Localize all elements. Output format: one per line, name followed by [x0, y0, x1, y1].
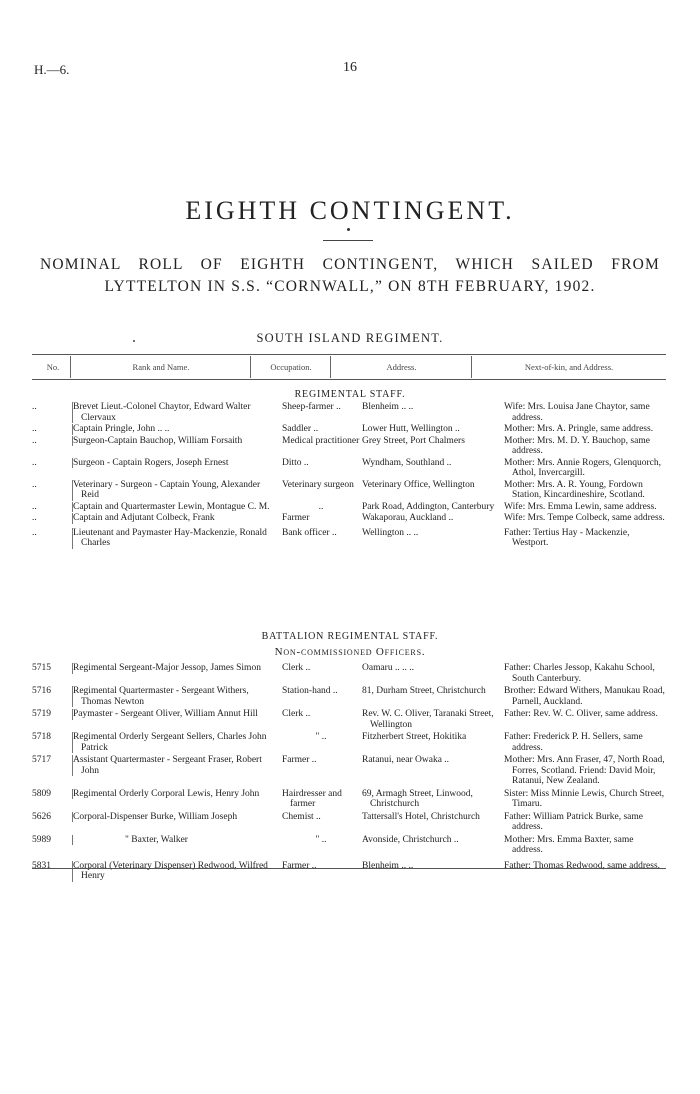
cell-no: 5719 [32, 709, 51, 719]
ornament-dot [347, 228, 350, 231]
cell-no: .. [32, 527, 37, 538]
cell-name: Assistant Quartermaster - Sergeant Fraser, Robert John [72, 755, 282, 776]
cell-kin: Father: Thomas Redwood, same address. [504, 860, 661, 871]
cell-no: .. [32, 402, 37, 412]
cell-name: Brevet Lieut.-Colonel Chaytor, Edward Walter Clervaux [72, 402, 282, 423]
cell-no: .. [32, 424, 37, 434]
table-row [32, 686, 668, 707]
table-row [32, 480, 668, 501]
column-header-name: Rank and Name. [132, 362, 190, 372]
cell-address: Veterinary Office, Wellington [362, 479, 475, 490]
cell-name: Captain Pringle, John .. .. [72, 424, 282, 435]
cell-no: 5716 [32, 686, 51, 696]
cell-occupation: Hairdresser and farmer [282, 788, 342, 809]
regiment-heading: SOUTH ISLAND REGIMENT. [256, 331, 444, 345]
cell-name: Surgeon - Captain Rogers, Joseph Ernest [72, 458, 282, 469]
cell-address: Ratanui, near Owaka .. [362, 755, 450, 765]
cell-occupation: " .. [315, 834, 327, 845]
cell-occupation: Saddler .. [282, 424, 319, 434]
cell-kin: Wife: Mrs. Tempe Colbeck, same address. [504, 513, 665, 523]
cell-occupation: Farmer [282, 513, 310, 523]
cell-address: Blenheim .. .. [362, 402, 414, 412]
table-top-rule [32, 354, 666, 355]
cell-address: Grey Street, Port Chalmers [362, 435, 465, 446]
cell-occupation: Chemist .. [282, 811, 321, 822]
cell-no: .. [32, 501, 37, 512]
table-row [32, 402, 668, 423]
cell-kin: Mother: Mrs. A. Pringle, same address. [504, 424, 654, 434]
table-row [32, 835, 668, 856]
cell-occupation: Clerk .. [282, 663, 311, 673]
table-row [32, 502, 668, 513]
table-header-rule [32, 379, 666, 380]
cell-address: Fitzherbert Street, Hokitika [362, 732, 467, 742]
cell-kin: Wife: Mrs. Louisa Jane Chaytor, same address. [504, 402, 650, 423]
cell-name: Regimental Quartermaster - Sergeant Withers, Thomas Newton [72, 686, 282, 707]
cell-address: 81, Durham Street, Christchurch [362, 686, 486, 696]
cell-occupation: Veterinary surgeon [282, 479, 354, 490]
column-divider [330, 356, 331, 378]
table-row [32, 789, 668, 810]
cell-kin: Sister: Miss Minnie Lewis, Church Street, Timaru. [504, 788, 665, 809]
cell-name: Regimental Orderly Corporal Lewis, Henry John [72, 789, 282, 800]
table-row [32, 755, 668, 787]
table-row [32, 436, 668, 457]
cell-address: Oamaru .. .. .. [362, 663, 414, 673]
cell-name: Regimental Sergeant-Major Jessop, James Simon [72, 663, 282, 674]
cell-name: Veterinary - Surgeon - Captain Young, Alexander Reid [72, 480, 282, 501]
column-header-address: Address. [386, 362, 417, 372]
table-row [32, 458, 668, 479]
cell-kin: Father: Rev. W. C. Oliver, same address. [504, 709, 658, 719]
cell-kin: Father: Tertius Hay - Mackenzie, Westport. [504, 527, 630, 548]
cell-kin: Mother: Mrs. Emma Baxter, same address. [504, 834, 634, 855]
section-title-regimental-staff: REGIMENTAL STAFF. [294, 389, 406, 400]
column-divider [471, 356, 472, 378]
cell-no: 5718 [32, 732, 51, 742]
cell-occupation: " .. [315, 732, 327, 742]
table-row [32, 861, 668, 882]
cell-no: 5831 [32, 860, 51, 871]
cell-kin: Wife: Mrs. Emma Lewin, same address. [504, 501, 657, 512]
column-divider [70, 356, 71, 378]
cell-address: Park Road, Addington, Canterbury [362, 501, 495, 512]
cell-name: Regimental Orderly Sergeant Sellers, Charles John Patrick [72, 732, 282, 753]
table-row [32, 732, 668, 753]
title-divider [323, 240, 373, 241]
cell-address: Rev. W. C. Oliver, Taranaki Street, Wellington [362, 709, 494, 730]
cell-kin: Mother: Mrs. Ann Fraser, 47, North Road, Forres, Scotland. Friend: David Moir, Ratanui, New Zealand. [504, 755, 665, 786]
subtitle-line-2: LYTTELTON IN S.S. “CORNWALL,” ON 8TH FEBRUARY, 1902. [104, 278, 596, 295]
page-title: EIGHTH CONTINGENT. [185, 196, 515, 225]
cell-no: .. [32, 457, 37, 468]
cell-no: 5717 [32, 755, 51, 765]
cell-name: " Baxter, Walker [72, 835, 282, 846]
cell-address: Lower Hutt, Wellington .. [362, 424, 460, 434]
table-bottom-rule [32, 868, 666, 869]
column-divider [250, 356, 251, 378]
cell-occupation: .. [318, 501, 324, 512]
cell-no: 5715 [32, 663, 51, 673]
cell-address: 69, Armagh Street, Linwood, Christchurch [362, 788, 473, 809]
cell-occupation: Bank officer .. [282, 527, 337, 538]
cell-name: Corporal (Veterinary Dispenser) Redwood, Wilfred Henry [72, 861, 282, 882]
cell-kin: Father: Charles Jessop, Kakahu School, South Canterbury. [504, 663, 655, 684]
column-header-no: No. [46, 362, 60, 372]
cell-address: Avonside, Christchurch .. [362, 834, 459, 845]
cell-name: Lieutenant and Paymaster Hay-Mackenzie, Ronald Charles [72, 528, 282, 549]
cell-no: .. [32, 513, 37, 523]
cell-address: Tattersall's Hotel, Christchurch [362, 811, 480, 822]
column-header-occupation: Occupation. [270, 362, 312, 372]
section-title-battalion-staff: BATTALION REGIMENTAL STAFF. [261, 631, 439, 642]
cell-kin: Brother: Edward Withers, Manukau Road, Parnell, Auckland. [504, 686, 665, 707]
cell-name: Corporal-Dispenser Burke, William Joseph [72, 812, 282, 823]
table-row [32, 424, 668, 435]
cell-occupation: Clerk .. [282, 709, 311, 719]
cell-kin: Mother: Mrs. M. D. Y. Bauchop, same address. [504, 435, 650, 456]
regimental-staff-table [32, 402, 668, 550]
cell-name: Captain and Quartermaster Lewin, Montague C. M. [72, 502, 282, 513]
cell-address: Wellington .. .. [362, 527, 419, 538]
cell-kin: Mother: Mrs. Annie Rogers, Glenquorch, Athol, Invercargill. [504, 457, 661, 478]
cell-no: 5989 [32, 834, 51, 845]
table-row [32, 663, 668, 684]
cell-no: .. [32, 479, 37, 490]
document-reference: H.—6. [34, 62, 70, 77]
section-subtitle-nco: Non-commissioned Officers. [274, 646, 426, 658]
cell-occupation: Farmer .. [282, 755, 317, 765]
cell-no: 5809 [32, 788, 51, 799]
table-row [32, 528, 668, 549]
cell-name: Paymaster - Sergeant Oliver, William Annut Hill [72, 709, 282, 720]
cell-no: 5626 [32, 811, 51, 822]
cell-occupation: Station-hand .. [282, 686, 338, 696]
subtitle-line-1: NOMINAL ROLL OF EIGHTH CONTINGENT, WHICH SAILED FROM [40, 256, 660, 273]
table-row [32, 812, 668, 833]
cell-kin: Mother: Mrs. A. R. Young, Fordown Station, Kincardineshire, Scotland. [504, 479, 645, 500]
cell-name: Surgeon-Captain Bauchop, William Forsaith [72, 436, 282, 447]
cell-occupation: Farmer .. [282, 860, 317, 871]
table-row [32, 513, 668, 524]
cell-address: Blenheim .. .. [362, 860, 414, 871]
cell-no: .. [32, 435, 37, 446]
cell-occupation: Sheep-farmer .. [282, 402, 341, 412]
cell-address: Wyndham, Southland .. [362, 457, 452, 468]
cell-name: Captain and Adjutant Colbeck, Frank [72, 513, 282, 524]
cell-occupation: Ditto .. [282, 457, 309, 468]
cell-occupation: Medical practitioner [282, 435, 360, 446]
table-row [32, 709, 668, 730]
cell-address: Wakaporau, Auckland .. [362, 513, 454, 523]
cell-kin: Father: William Patrick Burke, same address. [504, 811, 644, 832]
battalion-staff-table [32, 663, 668, 884]
column-header-kin: Next-of-kin, and Address. [524, 362, 614, 372]
page-number: 16 [343, 60, 357, 75]
cell-kin: Father: Frederick P. H. Sellers, same address. [504, 732, 643, 753]
